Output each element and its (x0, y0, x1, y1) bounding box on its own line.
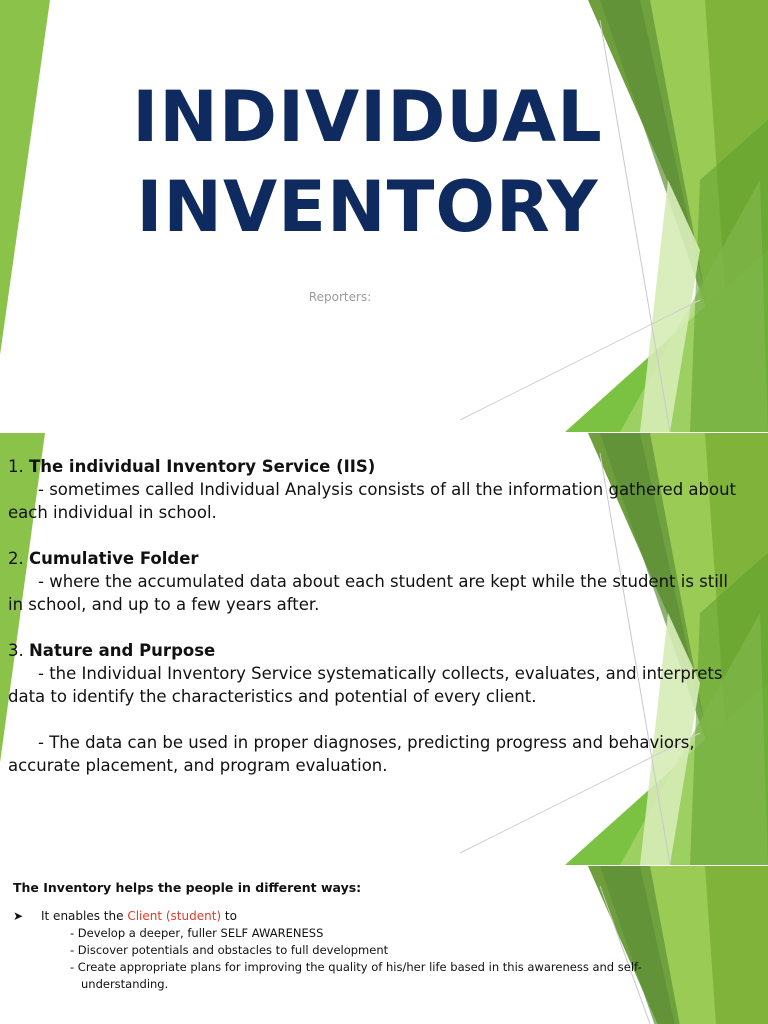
subtitle-reporters: Reporters: (308, 290, 372, 304)
sub-item: - Develop a deeper, fuller SELF AWARENESS (70, 926, 324, 940)
sub-item: - Discover potentials and obstacles to full development (70, 943, 389, 957)
item-1-text: - sometimes called Individual Analysis consists of all the information gathered about (38, 480, 737, 499)
item-2-text: - where the accumulated data about each student are kept while the student is still (38, 572, 728, 591)
list-item: ➤ It enables the Client (student) to (13, 909, 237, 923)
content-slide-definitions (0, 433, 768, 865)
arrow-bullet-icon: ➤ (13, 909, 24, 923)
item-2-text-cont: in school, and up to a few years after. (8, 595, 320, 614)
item-1-text-cont: each individual in school. (8, 503, 217, 522)
item-3-heading: 3. Nature and Purpose (8, 641, 216, 660)
client-highlight: Client (student) (127, 909, 222, 923)
item-2-heading: 2. Cumulative Folder (8, 549, 199, 568)
page-title-line-2: INVENTORY (136, 166, 599, 248)
benefits-body (13, 879, 753, 993)
definitions-body (8, 455, 768, 777)
item-1-heading: 1. The individual Inventory Service (IIS) (8, 457, 376, 476)
title-slide (0, 0, 768, 432)
page-title-line-1: INDIVIDUAL (132, 76, 603, 158)
item-3-text: - the Individual Inventory Service systematically collects, evaluates, and interprets (38, 664, 723, 683)
sub-item: - Create appropriate plans for improving the quality of his/her life based in this awareness and self- (70, 960, 642, 974)
sub-item-continuation: understanding. (81, 977, 169, 991)
item-3-extra-text: - The data can be used in proper diagnoses, predicting progress and behaviors, (38, 733, 695, 752)
content-slide-benefits (0, 866, 768, 1024)
item-3-extra-text-cont: accurate placement, and program evaluation. (8, 756, 388, 775)
item-3-text-cont: data to identify the characteristics and potential of every client. (8, 687, 537, 706)
benefits-heading: The Inventory helps the people in different ways: (13, 880, 362, 895)
